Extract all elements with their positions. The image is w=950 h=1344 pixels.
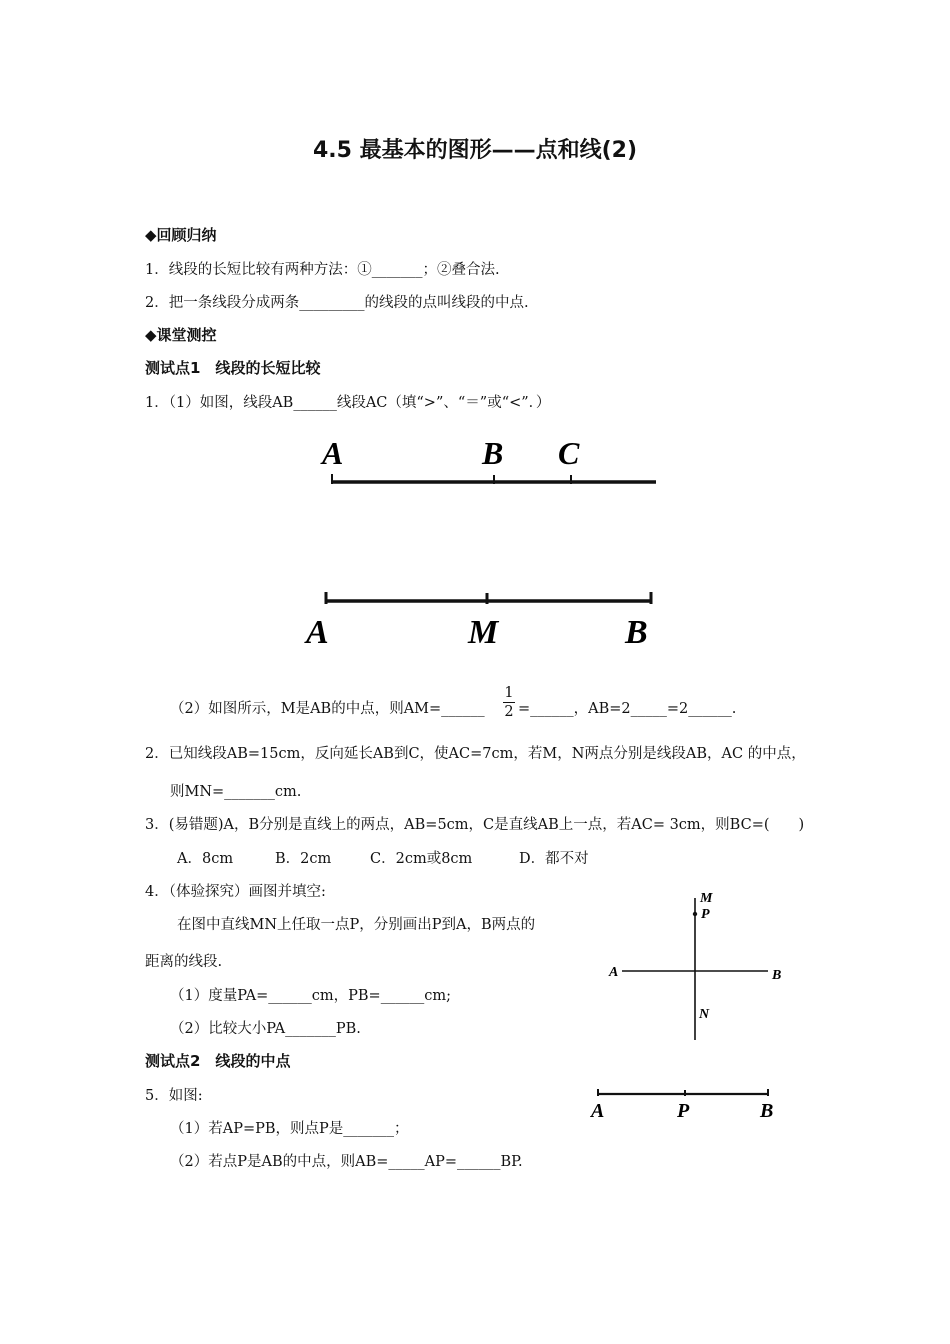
question-1-part-2-end: =______，AB=2_____=2______. [518, 701, 737, 717]
figure-segment-abc [318, 432, 660, 502]
question-3-option-a: A．8cm [177, 851, 234, 867]
fraction-denominator: 2 [504, 704, 514, 720]
question-5-sub-1: （1）若AP=PB，则点P是_______； [170, 1121, 409, 1137]
label-b: B [625, 614, 648, 651]
review-question-2: 2．把一条线段分成两条_________的线段的点叫线段的中点. [145, 295, 529, 311]
question-3-option-d: D．都不对 [519, 851, 589, 867]
question-2-line-2: 则MN=_______cm. [170, 784, 302, 800]
question-1-part-1: 1．（1）如图，线段AB______线段AC（填“>”、“＝”或“<”．） [145, 395, 551, 411]
question-5: 5．如图: [145, 1088, 203, 1104]
point-p [693, 912, 697, 916]
test-point-1-heading: 测试点1 线段的长短比较 [145, 359, 321, 377]
question-4-line-2: 在图中直线MN上任取一点P，分别画出P到A，B两点的 [177, 917, 536, 933]
label-a: A [609, 965, 619, 980]
question-1-part-2-start: （2）如图所示，M是AB的中点，则AM=______ [170, 701, 485, 717]
label-m: M [700, 891, 713, 906]
figure-line-mn-segment-ab [600, 888, 800, 1043]
figure-segment-apb [588, 1086, 788, 1126]
label-b: B [772, 968, 782, 983]
question-5-sub-2: （2）若点P是AB的中点，则AB=_____AP=______BP. [170, 1154, 523, 1170]
question-3-option-b: B．2cm [275, 851, 332, 867]
question-2-line-1: 2．已知线段AB=15cm，反向延长AB到C，使AC=7cm，若M，N两点分别是线段AB，AC 的中点， [145, 746, 806, 762]
label-a: A [306, 614, 329, 651]
label-b: B [482, 435, 504, 471]
question-4-line-3: 距离的线段. [145, 954, 223, 970]
test-point-2-heading: 测试点2 线段的中点 [145, 1052, 291, 1070]
classroom-heading: ◆课堂测控 [145, 326, 217, 344]
question-4-line-1: 4．（体验探究）画图并填空: [145, 884, 326, 900]
question-3: 3．(易错题)A，B分别是直线上的两点，AB=5cm，C是直线AB上一点，若AC= 3cm，则BC=( ) [145, 817, 805, 833]
label-a: A [591, 1100, 605, 1122]
question-3-option-c: C．2cm或8cm [370, 851, 473, 867]
label-c: C [558, 435, 580, 471]
review-question-1: 1．线段的长短比较有两种方法：①_______；②叠合法. [145, 262, 500, 278]
label-p: P [677, 1100, 690, 1122]
label-b: B [760, 1100, 774, 1122]
page-title: 4.5 最基本的图形——点和线(2) [312, 138, 638, 163]
label-a: A [322, 435, 344, 471]
fraction-numerator: 1 [504, 685, 514, 701]
figure-segment-amb [300, 588, 660, 650]
question-4-sub-2: （2）比较大小PA_______PB. [170, 1021, 361, 1037]
label-m: M [468, 614, 499, 651]
fraction-one-half [502, 684, 516, 721]
label-n: N [699, 1007, 710, 1022]
review-heading: ◆回顾归纳 [145, 226, 217, 244]
question-4-sub-1: （1）度量PA=______cm，PB=______cm; [170, 988, 451, 1004]
label-p: P [701, 907, 710, 922]
